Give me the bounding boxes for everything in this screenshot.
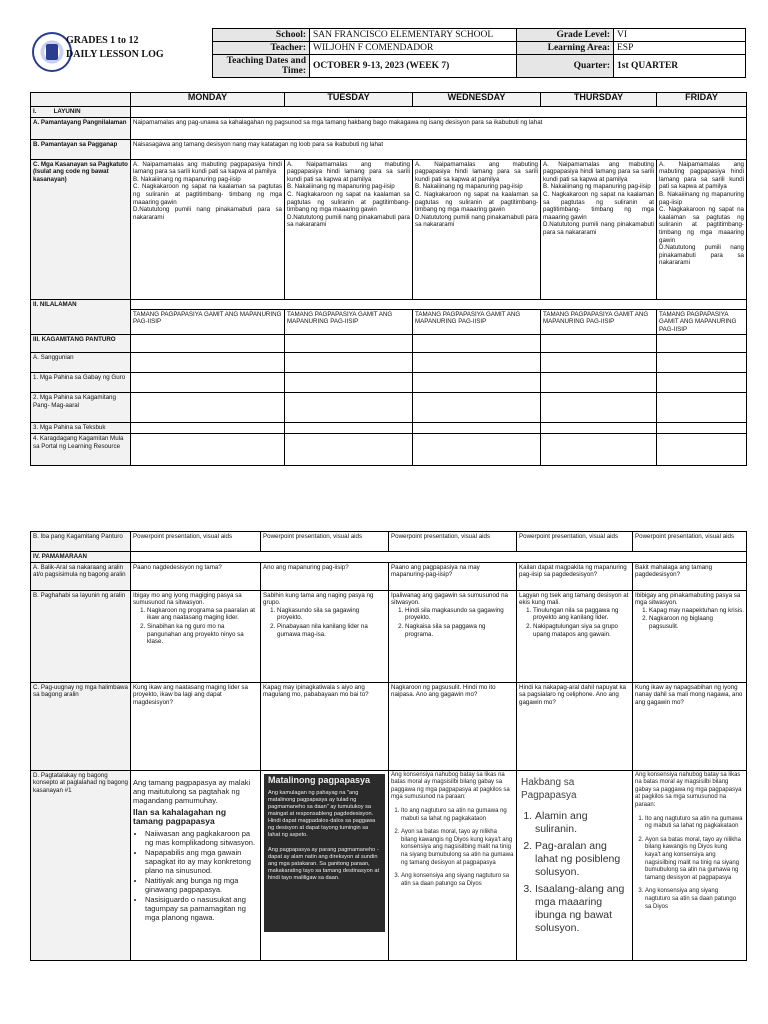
slide-tue-title: Matalinong pagpapasya	[268, 774, 371, 785]
km-fri	[657, 393, 747, 423]
teacher-label: Teacher:	[213, 42, 310, 55]
pag-uugnay-fri: Kung ikaw ay napagsabihan ng iyong nanay dahil sa mali mong nagawa, ano ang gagawin mo?	[633, 682, 747, 770]
kag-mon	[131, 335, 285, 353]
sang-thu	[541, 353, 657, 373]
slide-tue-panel	[264, 774, 385, 932]
sang-tue	[285, 353, 413, 373]
portal-label: 4. Karagdagang Kagamitan Mula sa Portal ng Learning Resource	[31, 433, 131, 465]
nilalaman-thu: TAMANG PAGPAPASIYA GAMIT ANG MAPANURING PAG-IISIP	[541, 309, 657, 335]
kagamitang-mag-aaral-label: 2. Mga Pahina sa Kagamitang Pang- Mag-aaral	[31, 393, 131, 423]
slide-fri-intro: Ang konsensiya nahubog batay sa likas na batas moral ay magsisilbi bilang gabay sa paggawa ng mga pagpapasya at pagkilos sa mga sumusunod na paraan:	[635, 771, 742, 808]
km-mon	[131, 393, 285, 423]
tk-mon	[131, 423, 285, 434]
slide-thu	[517, 770, 633, 960]
pag-uugnay-thu: Hindi ka nakapag-aral dahil napuyat ka sa pagsialaro ng celiphone. Ano ang gagawin mo?	[517, 682, 633, 770]
slide-wed-intro: Ang konsensiya nahubog batay sa likas na batas moral ay magsisilbi bilang gabay sa paggawa ng mga pagpapasya at pagkilos sa mga sumusunod na paraan:	[391, 771, 510, 801]
kag-fri	[657, 335, 747, 353]
list-item: 2. Nagkaroon ng biglaang pagsusulit.	[649, 615, 744, 630]
iba-thu: Powerpoint presentation, visual aids	[517, 532, 633, 552]
balik-aral-mon: Paano nagdedesisyon ng tama?	[131, 562, 261, 590]
list-item: 2. Pag-aralan ang lahat ng posibleng solusyon.	[535, 840, 628, 879]
list-item: 3. Ang konsensiya ang siyang nagtuturo sa atin sa daan patungo sa Diyos	[645, 888, 744, 911]
iba-mon: Powerpoint presentation, visual aids	[131, 532, 261, 552]
paghahabi-wed-intro: Ipaliwanag ang gagawin sa sumusunod na sitwasyon.	[391, 591, 508, 607]
kag-wed	[413, 335, 541, 353]
gabay-mon	[131, 373, 285, 393]
quarter-value: 1st QUARTER	[614, 55, 746, 78]
iba-tue: Powerpoint presentation, visual aids	[261, 532, 389, 552]
grade-label: Grade Level:	[517, 29, 614, 42]
list-item: 3. Ang konsensiya ang siyang nagtuturo sa atin sa daan patungo sa Diyos	[401, 873, 514, 888]
pag-uugnay-label: C. Pag-uugnay ng mga halimbawa sa bagong aralin	[31, 682, 131, 770]
slide-mon-intro: Ang tamang pagpapasya ay malaki ang maitutulong sa pagtahak ng magandang pamumuhay.	[133, 777, 251, 805]
km-wed	[413, 393, 541, 423]
gabay-label: 1. Mga Pahina sa Gabay ng Guro	[31, 373, 131, 393]
sang-mon	[131, 353, 285, 373]
title-dll: DAILY LESSON LOG	[66, 49, 164, 60]
slide-wed	[389, 770, 517, 960]
balik-aral-thu: Kailan dapat magpakita ng mapanuring pag-iisip sa pagdedesisyon?	[517, 562, 633, 590]
kasanayan-mon: A. Naipamamalas ang mabuting pagpapasiya hindi lamang para sa sarili kundi pati sa kapwa at pamilya B. Nakaiiinang ng mapanuring pag-iisip C. Nagkakaroon ng sapat na kaalaman sa pagtutas ng suliranin at pagtitimbang- timbang ng mga maaaring gawin D.Natututong pumili nang pinakamabuti para sa nakararami	[131, 159, 285, 299]
paghahabi-mon	[131, 590, 261, 682]
paghahabi-fri-intro: Ibibigay ang pinakamabuting pasya sa mga sitwasyon.	[635, 591, 741, 607]
iba-fri: Powerpoint presentation, visual aids	[633, 532, 747, 552]
balik-aral-tue: Ano ang mapanuring pag-iisip?	[261, 562, 389, 590]
nilalaman-fri: TAMANG PAGPAPASIYA GAMIT ANG MAPANURING PAG-IISIP	[657, 309, 747, 335]
list-item: • Nasisiguardo o nasusukat ang tagumpay sa pamamagitan ng mga planong ngawa.	[145, 895, 258, 922]
day-friday: FRIDAY	[657, 93, 747, 107]
pamamaraan-fill	[131, 552, 747, 563]
slide-tue-p2: Ang pagpapasya ay parang pagmamaneho - dapat ay alam natin ang direksyon at sundin ang mga patakaran. Sa ganitong paraan, makakarating tayo sa tamang destinasyon at hindi tayo maliligaw sa daan.	[268, 847, 380, 882]
slide-fri-content	[635, 772, 744, 912]
paghahabi-label: B. Paghahabi sa layunin ng aralin	[31, 590, 131, 682]
header-title	[66, 34, 164, 62]
lesson-table-top	[30, 92, 747, 466]
list-item: • Napapabilis ang mga gawain sapagkat ito ay may konkretong plano na sinusunod.	[145, 848, 258, 875]
list-item: 1. Alamin ang suliranin.	[535, 810, 628, 836]
layunin-label: I. LAYUNIN	[31, 107, 131, 118]
dates-label: Teaching Dates and Time:	[213, 55, 310, 78]
kagamitang-label: III. KAGAMITANG PANTURO	[31, 335, 131, 353]
kasanayan-label: C. Mga Kasanayan sa Pagkatuto (Isulat ang code ng bawat kasanayan)	[31, 159, 131, 299]
tk-wed	[413, 423, 541, 434]
pag-uugnay-tue: Kapag may ipinagkatiwala s aiyo ang magulang mo, pababayaan mo bai to?	[261, 682, 389, 770]
kasanayan-tue: A. Naipamamalas ang mabuting pagpapasiya hindi lamang para sa sarili kundi pati sa kapwa at pamilya B. Nakaiiinang ng mapanuring pag-iisip C. Nagkakaroon ng sapat na kaalaman sa pagtutas ng suliranin at pagtitimbang- timbang ng mga maaaring gawin D.Natututong pumili nang pinakamabuti para sa nakararami	[285, 159, 413, 299]
pag-uugnay-wed: Nagkaroon ng pagsusulit. Hindi mo ito naipasa. Ano ang gagawin mo?	[389, 682, 517, 770]
pt-fri	[657, 433, 747, 465]
balik-aral-fri: Bakit mahalaga ang tamang pagdedesisyon?	[633, 562, 747, 590]
pag-uugnay-mon: Kung ikaw ang naatasang maging lider sa proyekto, ikaw ba lagi ang dapat magdesisyon?	[131, 682, 261, 770]
paghahabi-thu	[517, 590, 633, 682]
teacher-value: WILJOHN F COMENDADOR	[310, 42, 517, 55]
sanggunian-label: A. Sanggunian	[31, 353, 131, 373]
paghahabi-tue	[261, 590, 389, 682]
slide-thu-title: Hakbang sa Pagpapasya	[521, 776, 577, 801]
list-item: 2. Nakipagtulungan siya sa grupo upang matapos ang gawain.	[533, 623, 630, 638]
list-item: 1. Hindi sila magkasundo sa gagawing proyekto.	[405, 607, 514, 622]
slide-mon-heading: Ilan sa kahalagahan ng tamang pagpapasya	[133, 806, 227, 826]
gabay-fri	[657, 373, 747, 393]
pt-wed	[413, 433, 541, 465]
dates-value: OCTOBER 9-13, 2023 (WEEK 7)	[310, 55, 517, 78]
slide-thu-content	[519, 772, 630, 940]
list-item: 1. Ito ang nagtuturo sa atin na gumawa ng mabuti sa lahat ng pagkakataon	[645, 816, 744, 831]
nilalaman-wed: TAMANG PAGPAPASIYA GAMIT ANG MAPANURING PAG-IISIP	[413, 309, 541, 335]
sang-wed	[413, 353, 541, 373]
slide-mon-content	[133, 772, 258, 922]
list-item: 1. Ito ang nagtuturo sa atin na gumawa ng mabuti sa lahat ng pagkakataon	[401, 808, 514, 823]
grade-value: VI	[614, 29, 746, 42]
day-wednesday: WEDNESDAY	[413, 93, 541, 107]
title-grades: GRADES 1 to 12	[66, 35, 139, 46]
corner-cell	[31, 93, 131, 107]
paghahabi-fri	[633, 590, 747, 682]
kag-thu	[541, 335, 657, 353]
pt-tue	[285, 433, 413, 465]
teksbuk-label: 3. Mga Pahina sa Teksbuk	[31, 423, 131, 434]
tk-thu	[541, 423, 657, 434]
pamantayang-text: Naipamamalas ang pag-unawa sa kahalagahan ng pagsunod sa mga tamang hakbang bago makagawa ng isang desisyon para sa ikabubuti ng lahat	[131, 117, 747, 139]
slide-wed-content	[391, 772, 514, 889]
paghahabi-wed	[389, 590, 517, 682]
list-item: 1. Tinulungan nila sa paggawa ng proyekto ang kanilang lider.	[533, 607, 630, 622]
school-value: SAN FRANCISCO ELEMENTARY SCHOOL	[310, 29, 517, 42]
nilalaman-mon: TAMANG PAGPAPASIYA GAMIT ANG MAPANURING PAG-IISIP	[131, 309, 285, 335]
pt-thu	[541, 433, 657, 465]
list-item: 1. Nagkaroon ng programa sa paaralan at ikaw ang naatasang maging lider.	[147, 607, 258, 622]
balik-aral-wed: Paano ang pagpapasiya na may mapanuring-pag-iisip?	[389, 562, 517, 590]
list-item: • Naiiwasan ang pagkakaroon pa ng mas komplikadong sitwasyon.	[145, 829, 258, 847]
list-item: 1. Nagkasundo sila sa gagawing proyekto.	[277, 607, 386, 622]
list-item: 2. Sinabihan ka ng guro mo na pangunahan ang proyekto ninyo sa klase.	[147, 623, 258, 646]
list-item: 3. Isaalang-alang ang mga maaaring ibunga ng bawat solusyon.	[535, 883, 628, 935]
balik-aral-label: A. Balik-Aral sa nakaraang aralin at/o pagsisimula ng bagong aralin	[31, 562, 131, 590]
gabay-wed	[413, 373, 541, 393]
slide-tue	[261, 770, 389, 960]
list-item: 2. Nagkaisa sila sa paggawa ng programa.	[405, 623, 514, 638]
tk-fri	[657, 423, 747, 434]
list-item: 2. Ayon sa batas moral, tayo ay nilikha bilang kawangis ng Diyos kung kaya't ang konsensiya ang nagsisilbing malit na tinig na siyang bumubulong sa atin na gumawa ng tamang desisyon at pagpapasya	[645, 837, 744, 883]
pagganap-label: B. Pamantayan sa Pagganap	[31, 139, 131, 159]
slide-fri	[633, 770, 747, 960]
sang-fri	[657, 353, 747, 373]
slide-mon	[131, 770, 261, 960]
list-item: 2. Pinabayaan nila kanilang lider na gumawa mag-isa.	[277, 623, 386, 638]
dll-header	[22, 28, 746, 78]
nilalaman-spacer	[131, 299, 747, 309]
layunin-fill	[131, 107, 747, 118]
list-item: 1. Kapag may naapektuhan ng krisis.	[649, 607, 744, 615]
kag-tue	[285, 335, 413, 353]
list-item: 2. Ayon sa batas moral, tayo ay nilikha bilang kawangis ng Diyos kung kaya't ang konsensiya ang nagsisilbing malit na tinig na siyang bumubulong sa atin na gumawa ng tamang desisyon at pagpapasya	[401, 829, 514, 867]
km-thu	[541, 393, 657, 423]
area-label: Learning Area:	[517, 42, 614, 55]
nilalaman-tue: TAMANG PAGPAPASIYA GAMIT ANG MAPANURING PAG-IISIP	[285, 309, 413, 335]
quarter-label: Quarter:	[517, 55, 614, 78]
area-value: ESP	[614, 42, 746, 55]
pagtatalakay-label: D. Pagtatalakay ng bagong konsepto at paglalahad ng bagong kasanayan #1	[31, 770, 131, 960]
nilalaman-label: II. NILALAMAN	[31, 299, 131, 335]
lesson-table-bottom	[30, 531, 747, 961]
pt-mon	[131, 433, 285, 465]
slide-tue-p1: Ang kamulagan ng pahayag na "ang matalinong pagpapasya ay tulad ng pagmamaneho sa daan" ay tumutukoy sa maingat at responsableng pagdedesisyon. Hindi dapat magpadalos-dalos sa paggawa ng desisyon at dapat tayong tumingin sa lahat ng aspeto.	[268, 790, 376, 839]
paghahabi-tue-intro: Sabihin kung tama ang naging pasya ng grupo.	[263, 591, 374, 607]
iba-wed: Powerpoint presentation, visual aids	[389, 532, 517, 552]
list-item: • Natitiyak ang bunga ng mga ginawang pagpapasya.	[145, 876, 258, 894]
kasanayan-wed: A. Naipamamalas ang mabuting pagpapasiya hindi lamang para sa sarili kundi pati sa kapwa at pamilya B. Nakaiiinang ng mapanuring pag-iisip C. Nagkakaroon ng sapat na kaalaman sa pagtutas ng suliranin at pagtitimbang- timbang ng mga maaaring gawin D.Natututong pumili nang pinakamabuti para sa nakararami	[413, 159, 541, 299]
paghahabi-mon-intro: Ibigay mo ang iyong magiging pasya sa sumusunod na sitwasyon.	[133, 591, 242, 607]
gabay-tue	[285, 373, 413, 393]
day-monday: MONDAY	[131, 93, 285, 107]
kasanayan-thu: A. Naipamamalas ang mabuting pagpapasiya hindi lamang para sa sarili kundi pati sa kapwa at pamilya B. Nakaiiinang ng mapanuring pag-iisip C. Nagkakaroon ng sapat na kaalaman sa pagtutas ng suliranin at pagtitimbang- timbang ng mga maaaring gawin D.Natututong pumili nang pinakamabuti para sa nakararami	[541, 159, 657, 299]
pagganap-text: Naisasagawa ang tamang desisyon nang may katatagan ng loob para sa ikabubuti ng lahat	[131, 139, 747, 159]
day-tuesday: TUESDAY	[285, 93, 413, 107]
pamamaraan-label: IV. PAMAMARAAN	[31, 552, 131, 563]
iba-kagamitang-label: B. Iba pang Kagamitang Panturo	[31, 532, 131, 552]
gabay-thu	[541, 373, 657, 393]
day-thursday: THURSDAY	[541, 93, 657, 107]
school-label: School:	[213, 29, 310, 42]
pamantayang-label: A. Pamantayang Pangnilalaman	[31, 117, 131, 139]
kasanayan-fri: A. Naipamamalas ang mabuting pagpapasiya hindi lamang para sa sarili kundi pati sa kapwa at pamilya B. Nakaiiinang ng mapanuring pag-iisip C. Nagkakaroon ng sapat na kaalaman sa pagtutas ng suliranin at pagtitimbang- timbang ng mga maaaring gawin D.Natututong pumili nang pinakamabuti para sa nakararami	[657, 159, 747, 299]
km-tue	[285, 393, 413, 423]
header-info-grid	[212, 28, 746, 78]
paghahabi-thu-intro: Lagyan ng tsek ang tamang desisyon at ekis kung mali.	[519, 591, 629, 607]
tk-tue	[285, 423, 413, 434]
